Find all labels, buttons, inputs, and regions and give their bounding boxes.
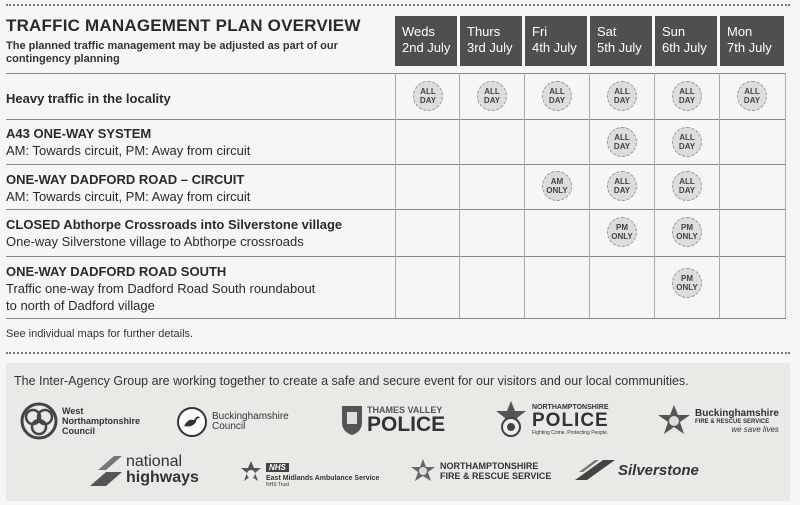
logo-text: highways xyxy=(126,469,199,486)
badge-text xyxy=(611,177,633,195)
day-name: Thurs xyxy=(467,24,501,39)
logo-text: we save lives xyxy=(731,425,779,434)
badge-line: DAY xyxy=(678,142,696,151)
column-divider xyxy=(719,73,720,318)
badge-line: ALL xyxy=(614,177,630,186)
logo-text: Silverstone xyxy=(618,461,699,479)
day-date: 6th July xyxy=(662,40,707,55)
row-title: ONE-WAY DADFORD ROAD SOUTH xyxy=(6,264,227,279)
badge-line: DAY xyxy=(419,96,437,105)
day-date: 2nd July xyxy=(402,40,451,55)
row-heavy-traffic xyxy=(6,90,171,107)
row-divider xyxy=(6,318,786,319)
day-name: Mon xyxy=(727,24,753,39)
badge-pm-only xyxy=(672,268,702,298)
day-header-weds xyxy=(395,16,457,66)
nhs-badge: NHS xyxy=(266,463,289,472)
badge-text xyxy=(611,133,633,151)
row-detail: One-way Silverstone village to Abthorpe crossroads xyxy=(6,234,304,249)
badge-line: ALL xyxy=(679,177,695,186)
footer-statement: The Inter-Agency Group are working together to create a safe and secure event for our visitors and our local communities. xyxy=(14,374,689,388)
logo-text: Northamptonshire xyxy=(62,416,141,426)
row-divider xyxy=(6,209,786,210)
row-divider xyxy=(6,164,786,165)
badge-line: ONLY xyxy=(676,283,698,292)
badge-text xyxy=(676,133,698,151)
day-date: 4th July xyxy=(532,40,577,55)
badge-line: ALL xyxy=(744,87,760,96)
row-detail: AM: Towards circuit, PM: Away from circuit xyxy=(6,143,251,158)
badge-all-day xyxy=(737,81,767,111)
day-date: 7th July xyxy=(727,40,772,55)
day-name: Weds xyxy=(402,24,435,39)
badge-text xyxy=(417,87,439,105)
badge-line: DAY xyxy=(613,142,631,151)
badge-line: ALL xyxy=(679,87,695,96)
badge-text xyxy=(676,223,698,241)
logo-west-northamptonshire xyxy=(20,402,140,440)
badge-all-day xyxy=(672,81,702,111)
badge-text xyxy=(546,87,568,105)
badge-text xyxy=(676,177,698,195)
logo-text: Buckinghamshire xyxy=(695,408,779,419)
swan-icon xyxy=(176,406,208,438)
row-divider xyxy=(6,119,786,120)
logo-thames-valley-police xyxy=(340,404,445,436)
row-a43-one-way xyxy=(6,125,250,159)
logo-text: THAMES VALLEY xyxy=(367,405,443,415)
silverstone-stripes-icon xyxy=(575,460,615,480)
logo-silverstone xyxy=(575,460,699,480)
column-divider xyxy=(395,73,396,318)
logo-text: Council xyxy=(62,426,95,436)
row-dadford-south xyxy=(6,263,315,314)
badge-line: PM xyxy=(681,274,693,283)
day-header-fri xyxy=(525,16,587,66)
row-dadford-circuit xyxy=(6,171,250,205)
badge-text xyxy=(611,223,633,241)
logo-text: NORTHAMPTONSHIRE xyxy=(440,461,539,471)
badge-line: DAY xyxy=(678,186,696,195)
day-header-mon xyxy=(720,16,784,66)
day-date: 5th July xyxy=(597,40,642,55)
badge-text xyxy=(676,87,698,105)
day-header-sat xyxy=(590,16,652,66)
row-title: ONE-WAY DADFORD ROAD – CIRCUIT xyxy=(6,172,245,187)
badge-line: DAY xyxy=(483,96,501,105)
column-divider xyxy=(785,73,786,318)
badge-line: ONLY xyxy=(676,232,698,241)
logo-buckinghamshire-fire-rescue xyxy=(656,404,779,438)
badge-line: ALL xyxy=(614,87,630,96)
row-detail: AM: Towards circuit, PM: Away from circuit xyxy=(6,189,251,204)
badge-text xyxy=(481,87,503,105)
badge-all-day xyxy=(477,81,507,111)
logo-northamptonshire-police xyxy=(494,399,609,441)
badge-line: ALL xyxy=(420,87,436,96)
badge-all-day xyxy=(672,171,702,201)
row-abthorpe-closed xyxy=(6,216,342,250)
badge-line: ALL xyxy=(679,133,695,142)
page-subtitle: The planned traffic management may be adjusted as part of our contingency planning xyxy=(6,40,338,65)
badge-am-only xyxy=(542,171,572,201)
badge-all-day xyxy=(607,127,637,157)
badge-line: AM xyxy=(550,177,564,186)
logo-text: East Midlands Ambulance Service xyxy=(266,475,380,482)
badge-line: ONLY xyxy=(611,232,633,241)
logo-text: POLICE xyxy=(532,410,609,431)
logo-national-highways xyxy=(88,452,199,488)
badge-line: ONLY xyxy=(546,186,568,195)
badge-line: ALL xyxy=(549,87,565,96)
column-divider xyxy=(589,73,590,318)
logo-buckinghamshire-council xyxy=(176,406,289,438)
logo-northamptonshire-fire-rescue xyxy=(410,458,551,484)
badge-line: DAY xyxy=(613,96,631,105)
badge-all-day xyxy=(672,127,702,157)
badge-line: DAY xyxy=(678,96,696,105)
badge-line: DAY xyxy=(548,96,566,105)
day-date: 3rd July xyxy=(467,40,513,55)
row-divider xyxy=(6,73,786,74)
logo-text: FIRE & RESCUE SERVICE xyxy=(440,471,552,481)
ambulance-crest-icon xyxy=(240,460,262,486)
column-divider xyxy=(654,73,655,318)
wnc-knot-icon xyxy=(20,402,58,440)
day-header-sun xyxy=(655,16,717,66)
police-crest-icon xyxy=(340,404,364,436)
column-divider xyxy=(459,73,460,318)
row-detail: Traffic one-way from Dadford Road South roundabout xyxy=(6,281,316,296)
logo-text: West xyxy=(62,406,84,416)
logo-text: POLICE xyxy=(367,413,446,436)
police-star-icon xyxy=(494,399,528,441)
badge-text xyxy=(741,87,763,105)
badge-text xyxy=(676,274,698,292)
logo-text: national xyxy=(126,453,183,470)
fire-star-icon xyxy=(656,404,692,438)
badge-line: ALL xyxy=(484,87,500,96)
logo-text: FIRE & RESCUE SERVICE xyxy=(695,419,770,425)
badge-all-day xyxy=(542,81,572,111)
badge-all-day xyxy=(607,81,637,111)
badge-all-day xyxy=(607,171,637,201)
footnote: See individual maps for further details. xyxy=(6,328,194,340)
row-title: A43 ONE-WAY SYSTEM xyxy=(6,126,152,141)
day-header-thurs xyxy=(460,16,522,66)
logo-text: Fighting Crime. Protecting People. xyxy=(532,430,609,436)
badge-line: ALL xyxy=(614,133,630,142)
fire-star-icon xyxy=(410,458,436,484)
row-title: Heavy traffic in the locality xyxy=(6,91,171,106)
badge-line: DAY xyxy=(743,96,761,105)
highway-chevron-icon xyxy=(88,452,124,488)
row-divider xyxy=(6,256,786,257)
logo-text: Buckinghamshire xyxy=(212,411,289,422)
day-name: Fri xyxy=(532,24,548,39)
day-name: Sun xyxy=(662,24,686,39)
logo-text: Council xyxy=(212,421,246,432)
badge-all-day xyxy=(413,81,443,111)
badge-text xyxy=(611,87,633,105)
badge-pm-only xyxy=(607,217,637,247)
column-divider xyxy=(524,73,525,318)
row-title: CLOSED Abthorpe Crossroads into Silverstone village xyxy=(6,217,343,232)
badge-line: PM xyxy=(616,223,628,232)
bottom-dotted-divider xyxy=(6,352,790,354)
badge-pm-only xyxy=(672,217,702,247)
top-dotted-divider xyxy=(6,4,790,6)
badge-text xyxy=(546,177,568,195)
day-name: Sat xyxy=(597,24,617,39)
badge-line: PM xyxy=(681,223,693,232)
badge-line: DAY xyxy=(613,186,631,195)
logo-text: NHS Trust xyxy=(266,482,290,488)
logo-text: NORTHAMPTONSHIRE xyxy=(532,404,609,411)
page-title: TRAFFIC MANAGEMENT PLAN OVERVIEW xyxy=(6,16,361,35)
row-detail: to north of Dadford village xyxy=(6,298,155,313)
logo-east-midlands-ambulance xyxy=(240,457,379,488)
